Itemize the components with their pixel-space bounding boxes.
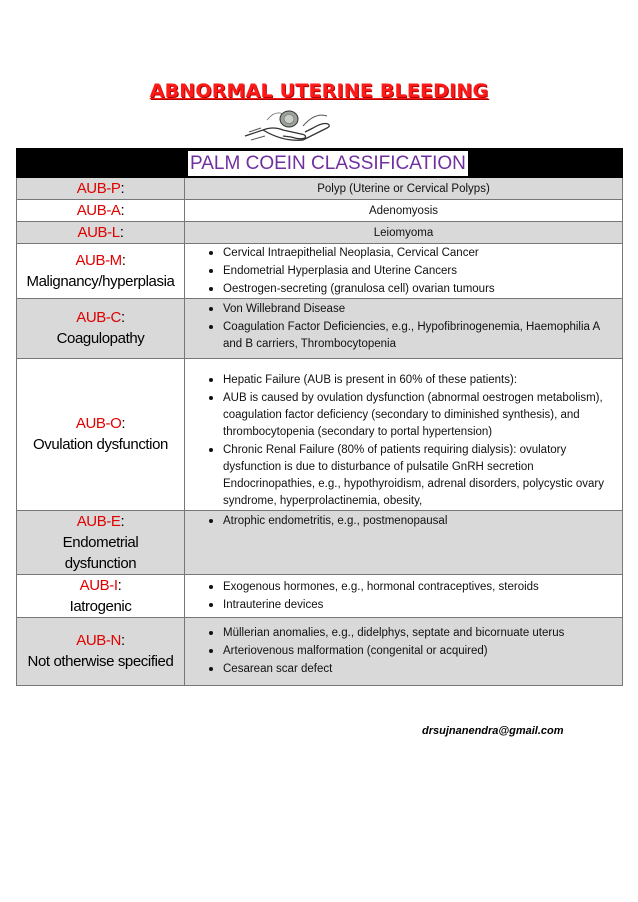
list-item: • Oestrogen-secreting (granulosa cell) ovarian tumours xyxy=(223,280,616,298)
category-code: AUB-O xyxy=(75,415,122,433)
category-code: AUB-A xyxy=(76,202,121,219)
hand-holding-coin-icon xyxy=(243,106,333,144)
list-item: • Intrauterine devices xyxy=(223,596,616,614)
category-cell: AUB-L: xyxy=(17,222,185,244)
table-row-aub-a xyxy=(17,200,623,222)
description-cell xyxy=(185,358,623,510)
table-row-aub-l xyxy=(17,222,623,244)
category-name: Coagulopathy xyxy=(56,330,145,348)
category-cell: AUB-N: Not otherwise specified xyxy=(17,617,185,685)
palm-coein-table xyxy=(16,148,623,686)
category-cell: AUB-I: Iatrogenic xyxy=(17,574,185,617)
list-item: • Arteriovenous malformation (congenital or acquired) xyxy=(223,642,616,660)
list-item: • Coagulation Factor Deficiencies, e.g., Hypofibrinogenemia, Haemophilia A and B carriers, Thrombocytopenia xyxy=(223,318,616,353)
category-code: AUB-M xyxy=(75,251,122,269)
table-title: PALM COEIN CLASSIFICATION xyxy=(190,153,466,174)
category-cell: AUB-M: Malignancy/hyperplasia xyxy=(17,244,185,299)
table-header-cell xyxy=(17,149,623,178)
description-cell xyxy=(185,298,623,358)
list-item: • Hepatic Failure (AUB is present in 60% of these patients): xyxy=(223,371,616,389)
description-cell xyxy=(185,617,623,685)
category-code: AUB-I xyxy=(79,576,118,594)
category-code: AUB-N xyxy=(76,632,121,650)
table-row-aub-m xyxy=(17,244,623,299)
category-name: Endometrial dysfunction xyxy=(62,533,139,572)
list-item: • Chronic Renal Failure (80% of patients requiring dialysis): ovulatory dysfunction is due to disturbance of pulsatile GnRH secretion Endocrinopathies, e.g., hypothyroidism, adrenal disorders, polycystic ovary syndrome, hyperprolactinemia, obesity, xyxy=(223,441,616,510)
list-item: • Von Willebrand Disease xyxy=(223,300,616,318)
table-row-aub-c xyxy=(17,298,623,358)
table-row-aub-p xyxy=(17,178,623,200)
table-row-aub-n xyxy=(17,617,623,685)
category-name: Iatrogenic xyxy=(69,597,132,615)
table-row-aub-e xyxy=(17,510,623,574)
list-item: • Cervical Intraepithelial Neoplasia, Cervical Cancer xyxy=(223,244,616,262)
category-cell: AUB-P: xyxy=(17,178,185,200)
description-cell xyxy=(185,244,623,299)
description-cell: Leiomyoma xyxy=(185,222,623,244)
category-name: Not otherwise specified xyxy=(27,653,174,671)
category-cell: AUB-C: Coagulopathy xyxy=(17,298,185,358)
category-code: AUB-E xyxy=(76,512,121,530)
description-cell: Adenomyosis xyxy=(185,200,623,222)
table-header-row xyxy=(17,149,623,178)
list-item: • Cesarean scar defect xyxy=(223,660,616,678)
table-row-aub-i xyxy=(17,574,623,617)
description-cell xyxy=(185,510,623,574)
author-email: drsujnanendra@gmail.com xyxy=(422,725,564,737)
category-cell: AUB-E: Endometrial dysfunction xyxy=(17,510,185,574)
list-item: • Exogenous hormones, e.g., hormonal contraceptives, steroids xyxy=(223,578,616,596)
category-name: Malignancy/hyperplasia xyxy=(26,272,175,290)
list-item: • Atrophic endometritis, e.g., postmenopausal xyxy=(223,512,616,530)
category-code: AUB-P xyxy=(76,180,121,197)
description-cell xyxy=(185,574,623,617)
list-item: • AUB is caused by ovulation dysfunction (abnormal oestrogen metabolism), coagulation factor deficiency (secondary to diminished synthesis), and thrombocytopenia (secondary to portal hypertension) xyxy=(223,389,616,441)
category-cell: AUB-A: xyxy=(17,200,185,222)
category-cell: AUB-O: Ovulation dysfunction xyxy=(17,358,185,510)
description-cell: Polyp (Uterine or Cervical Polyps) xyxy=(185,178,623,200)
category-name: Ovulation dysfunction xyxy=(32,436,169,454)
category-code: AUB-C xyxy=(76,309,121,327)
table-row-aub-o xyxy=(17,358,623,510)
page-title: ABNORMAL UTERINE BLEEDING xyxy=(149,80,489,102)
list-item: • Endometrial Hyperplasia and Uterine Cancers xyxy=(223,262,616,280)
category-code: AUB-L xyxy=(77,224,120,241)
list-item: • Müllerian anomalies, e.g., didelphys, septate and bicornuate uterus xyxy=(223,624,616,642)
